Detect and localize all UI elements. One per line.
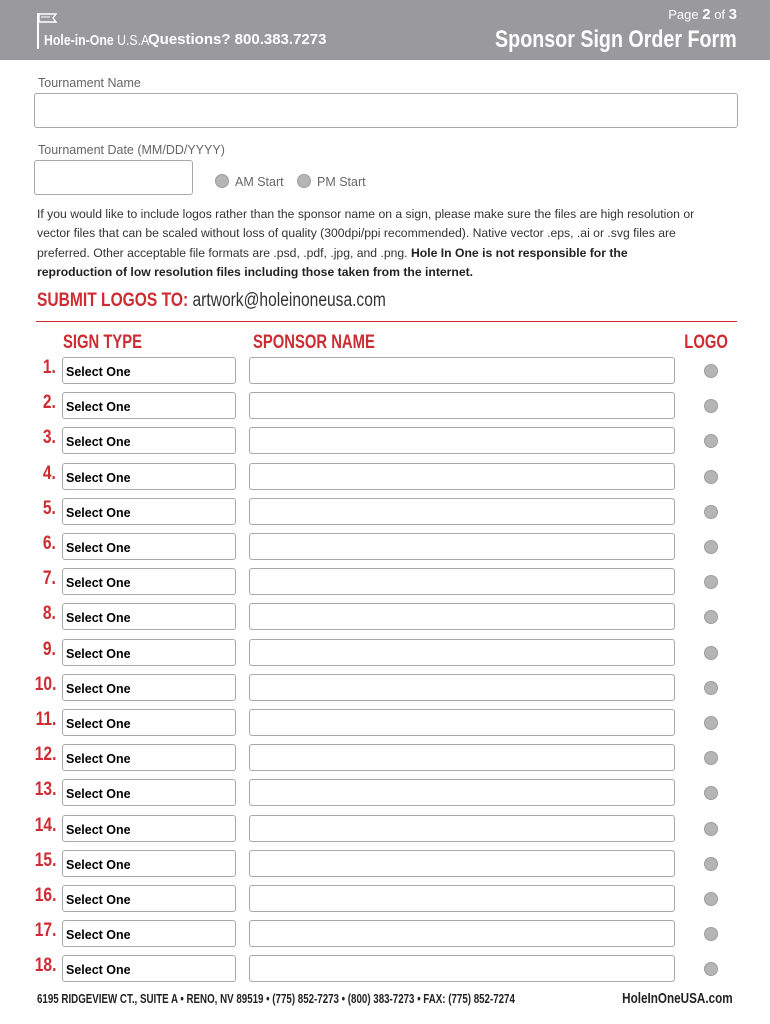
order-row	[0, 603, 770, 631]
tournament-name-input[interactable]	[34, 93, 738, 128]
sponsor-name-input[interactable]	[249, 357, 675, 384]
sponsor-name-input[interactable]	[249, 955, 675, 982]
logo-radio[interactable]	[704, 434, 718, 448]
order-row	[0, 568, 770, 596]
tournament-date-label: Tournament Date (MM/DD/YYYY)	[38, 143, 225, 157]
order-row	[0, 427, 770, 455]
sign-type-value: Select One	[66, 787, 131, 801]
logo-radio[interactable]	[704, 927, 718, 941]
sign-type-value: Select One	[66, 647, 131, 661]
column-header-sign-type: SIGN TYPE	[63, 332, 143, 353]
sign-type-value: Select One	[66, 471, 131, 485]
am-start-radio[interactable]	[215, 174, 229, 188]
sponsor-name-input[interactable]	[249, 674, 675, 701]
order-row	[0, 639, 770, 667]
sign-type-select[interactable]	[62, 815, 236, 842]
sign-type-select[interactable]	[62, 392, 236, 419]
logo-radio[interactable]	[704, 822, 718, 836]
order-row	[0, 533, 770, 561]
submit-logos-label: SUBMIT LOGOS TO:	[37, 290, 189, 311]
order-row	[0, 498, 770, 526]
order-row	[0, 955, 770, 983]
row-number: 10.	[34, 674, 56, 695]
logo-radio[interactable]	[704, 575, 718, 589]
row-number: 17.	[34, 920, 56, 941]
row-number: 11.	[35, 709, 56, 730]
logo-radio[interactable]	[704, 962, 718, 976]
sign-type-select[interactable]	[62, 639, 236, 666]
sign-type-value: Select One	[66, 893, 131, 907]
sign-type-select[interactable]	[62, 920, 236, 947]
sign-type-value: Select One	[66, 365, 131, 379]
sponsor-name-input[interactable]	[249, 779, 675, 806]
logo-radio[interactable]	[704, 751, 718, 765]
logo-radio[interactable]	[704, 716, 718, 730]
sign-type-value: Select One	[66, 400, 131, 414]
order-row	[0, 815, 770, 843]
row-number: 18.	[34, 955, 56, 976]
row-number: 5.	[42, 498, 56, 519]
sign-type-select[interactable]	[62, 427, 236, 454]
sign-type-select[interactable]	[62, 568, 236, 595]
tournament-date-input[interactable]	[34, 160, 193, 195]
sign-type-select[interactable]	[62, 779, 236, 806]
logo-radio[interactable]	[704, 364, 718, 378]
sign-type-select[interactable]	[62, 744, 236, 771]
artwork-email: artwork@holeinoneusa.com	[192, 290, 386, 311]
logo-radio[interactable]	[704, 610, 718, 624]
sign-type-select[interactable]	[62, 674, 236, 701]
row-number: 3.	[42, 427, 56, 448]
sign-type-value: Select One	[66, 541, 131, 555]
order-row	[0, 850, 770, 878]
sponsor-name-input[interactable]	[249, 709, 675, 736]
row-number: 14.	[34, 815, 56, 836]
row-number: 7.	[42, 568, 56, 589]
sign-type-value: Select One	[66, 682, 131, 696]
order-row	[0, 674, 770, 702]
sponsor-name-input[interactable]	[249, 815, 675, 842]
logo-instructions: If you would like to include logos rather than the sponsor name on a sign, please make sure the files are high resolution or vector files that can be scaled without loss of quality (300dpi/ppi recommended). Native vector .eps, .ai or .svg files are preferred. Other acceptable file formats are .psd, .pdf, .jpg, and .png. Hole In One is not responsible for the reproduction of low resolution files including those taken from the internet.	[37, 207, 695, 279]
sign-type-value: Select One	[66, 752, 131, 766]
column-header-logo: LOGO	[684, 332, 728, 353]
tournament-name-label: Tournament Name	[38, 76, 141, 90]
am-start-label: AM Start	[235, 175, 284, 189]
sign-type-value: Select One	[66, 435, 131, 449]
logo-radio[interactable]	[704, 892, 718, 906]
footer-website: HoleInOneUSA.com	[622, 990, 733, 1007]
pm-start-radio[interactable]	[297, 174, 311, 188]
sign-type-select[interactable]	[62, 709, 236, 736]
row-number: 1.	[42, 357, 56, 378]
sign-type-value: Select One	[66, 858, 131, 872]
order-row	[0, 779, 770, 807]
row-number: 4.	[42, 463, 56, 484]
logo-radio[interactable]	[704, 540, 718, 554]
logo-radio[interactable]	[704, 857, 718, 871]
row-number: 13.	[34, 779, 56, 800]
sign-type-select[interactable]	[62, 955, 236, 982]
order-row	[0, 392, 770, 420]
page-indicator: Page 2 of 3	[668, 6, 737, 23]
sponsor-name-input[interactable]	[249, 744, 675, 771]
sponsor-name-input[interactable]	[249, 920, 675, 947]
questions-phone: Questions? 800.383.7273	[148, 31, 327, 48]
sponsor-name-input[interactable]	[249, 498, 675, 525]
sponsor-name-input[interactable]	[249, 427, 675, 454]
order-row	[0, 920, 770, 948]
sign-type-value: Select One	[66, 928, 131, 942]
sign-type-value: Select One	[66, 506, 131, 520]
sign-type-select[interactable]	[62, 463, 236, 490]
page-header	[0, 0, 770, 60]
order-row	[0, 463, 770, 491]
sign-type-value: Select One	[66, 611, 131, 625]
row-number: 15.	[34, 850, 56, 871]
row-number: 8.	[42, 603, 56, 624]
logo-text: Hole-in-One U.S.A	[44, 32, 150, 49]
order-row	[0, 357, 770, 385]
row-number: 9.	[42, 639, 56, 660]
footer-address: 6195 RIDGEVIEW CT., SUITE A • RENO, NV 89519 • (775) 852-7273 • (800) 383-7273 • FAX: (775) 852-7274	[37, 992, 515, 1006]
sign-type-select[interactable]	[62, 850, 236, 877]
logo-radio[interactable]	[704, 399, 718, 413]
sponsor-name-input[interactable]	[249, 639, 675, 666]
logo-radio[interactable]	[704, 505, 718, 519]
divider-rule	[36, 321, 737, 322]
sign-type-value: Select One	[66, 963, 131, 977]
submit-logos-line	[37, 290, 386, 312]
sponsor-name-input[interactable]	[249, 533, 675, 560]
logo-radio[interactable]	[704, 681, 718, 695]
order-row	[0, 885, 770, 913]
row-number: 12.	[34, 744, 56, 765]
order-row	[0, 744, 770, 772]
logo-radio[interactable]	[704, 646, 718, 660]
sponsor-name-input[interactable]	[249, 392, 675, 419]
order-row	[0, 709, 770, 737]
sign-type-value: Select One	[66, 717, 131, 731]
sign-type-select[interactable]	[62, 498, 236, 525]
sign-type-select[interactable]	[62, 603, 236, 630]
row-number: 16.	[34, 885, 56, 906]
sign-type-select[interactable]	[62, 357, 236, 384]
sign-type-value: Select One	[66, 576, 131, 590]
sign-type-select[interactable]	[62, 533, 236, 560]
logo-radio[interactable]	[704, 786, 718, 800]
logo-radio[interactable]	[704, 470, 718, 484]
row-number: 6.	[42, 533, 56, 554]
sponsor-name-input[interactable]	[249, 463, 675, 490]
sponsor-name-input[interactable]	[249, 850, 675, 877]
sponsor-name-input[interactable]	[249, 885, 675, 912]
sign-type-value: Select One	[66, 823, 131, 837]
column-header-sponsor-name: SPONSOR NAME	[253, 332, 375, 353]
sponsor-name-input[interactable]	[249, 568, 675, 595]
sign-type-select[interactable]	[62, 885, 236, 912]
pm-start-label: PM Start	[317, 175, 366, 189]
form-title: Sponsor Sign Order Form	[495, 26, 737, 53]
row-number: 2.	[42, 392, 56, 413]
sponsor-name-input[interactable]	[249, 603, 675, 630]
